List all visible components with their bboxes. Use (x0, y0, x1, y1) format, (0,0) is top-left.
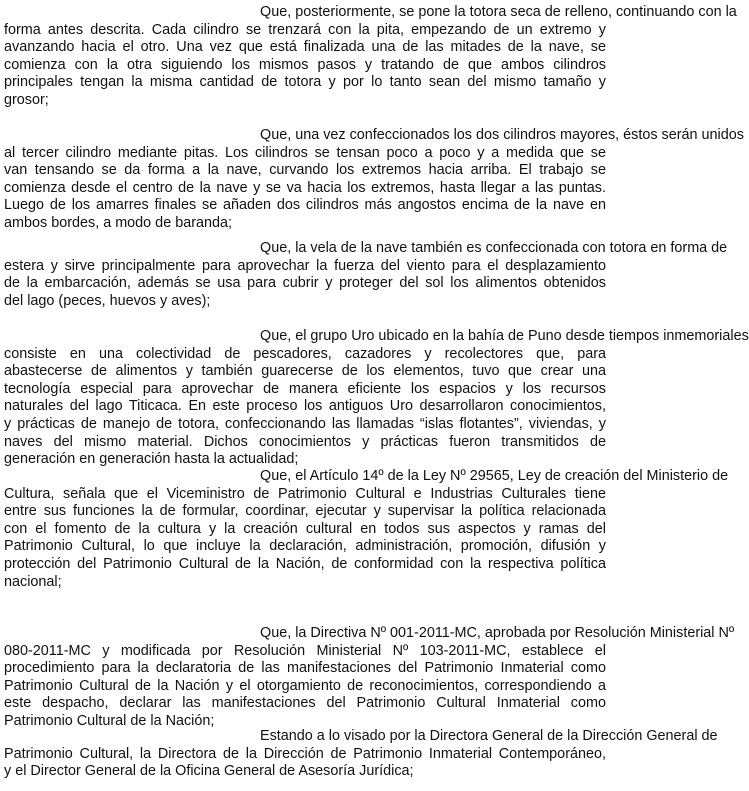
text-line: Que, la vela de la nave también es confeccionada con totora en forma de (260, 240, 728, 256)
text-line: Patrimonio Cultural, lo que incluye la declaración, administración, promoción, difusión y (4, 538, 606, 555)
text-line: este despacho, declarar las manifestaciones del Patrimonio Cultural Inmaterial como (4, 695, 606, 712)
text-line: al tercer cilindro mediante pitas. Los cilindros se tensan poco a poco y a medida que se (4, 144, 606, 161)
text-line: generación en generación hasta la actualidad; (4, 451, 299, 468)
text-line: Patrimonio Cultural, la Directora de la Dirección de Patrimonio Inmaterial Contemporáneo, (4, 745, 606, 762)
text-line: Patrimonio Cultural de la Nación; (4, 712, 215, 729)
text-line: van tensando se da forma a la nave, curvando los extremos hacia arriba. El trabajo se (4, 162, 606, 179)
text-line: forma antes descrita. Cada cilindro se trenzará con la pita, empezando de un extremo y (4, 21, 606, 38)
text-line: naturales del lago Titicaca. En este proceso los antiguos Uro desarrollaron conocimientos, (4, 398, 606, 415)
text-line: 080-2011-MC y modificada por Resolución Ministerial Nº 103-2011-MC, establece el (4, 642, 606, 659)
text-line: Que, el Artículo 14º de la Ley Nº 29565, Ley de creación del Ministerio de (260, 468, 729, 484)
paragraph-grupo-uro (4, 328, 749, 469)
text-line: nacional; (4, 573, 62, 590)
paragraph-articulo-14 (4, 468, 729, 591)
text-line: Luego de los amarres finales se añaden dos cilindros más angostos encima de la nave en (4, 197, 606, 214)
text-line: Que, el grupo Uro ubicado en la bahía de Puno desde tiempos inmemoriales (260, 328, 749, 344)
text-line: del lago (peces, huevos y aves); (4, 292, 211, 309)
text-line: protección del Patrimonio Cultural de la Nación, de conformidad con la respectiva política (4, 555, 606, 572)
paragraph-directiva (4, 625, 735, 731)
text-line: y el Director General de la Oficina General de Asesoría Jurídica; (4, 763, 414, 780)
text-line: principales tengan la misma cantidad de totora y por lo tanto sean del mismo tamaño y (4, 74, 606, 91)
paragraph-cilindros-mayores (4, 127, 744, 233)
text-line: tecnología especial para aprovechar de manera eficiente los espacios y los recursos (4, 380, 606, 397)
text-line: Patrimonio Cultural de la Nación y el otorgamiento de reconocimientos, correspondiendo a (4, 677, 606, 694)
text-line: comienza desde el centro de la nave y se va hacia los extremos, hasta llegar a las puntas. (4, 179, 606, 196)
text-line: Que, una vez confeccionados los dos cilindros mayores, éstos serán unidos (260, 127, 744, 143)
text-line: avanzando hacia el otro. Una vez que está finalizada una de las mitades de la nave, se (4, 39, 606, 56)
text-line: procedimiento para la declaratoria de las manifestaciones del Patrimonio Inmaterial como (4, 660, 606, 677)
text-line: Que, la Directiva Nº 001-2011-MC, aprobada por Resolución Ministerial Nº (260, 625, 735, 641)
text-line: Que, posteriormente, se pone la totora seca de relleno, continuando con la (260, 4, 737, 20)
text-line: naves del mismo material. Dichos conocimientos y prácticas fueron transmitidos de (4, 433, 606, 450)
text-line: Cultura, señala que el Viceministro de Patrimonio Cultural e Industrias Culturales tiene (4, 485, 606, 502)
text-line: grosor; (4, 91, 49, 108)
text-line: comienza con la otra siguiendo los mismos pasos y tratando de que ambos cilindros (4, 56, 606, 73)
text-line: Estando a lo visado por la Directora General de la Dirección General de (260, 728, 718, 744)
paragraph-visado (4, 728, 718, 781)
text-line: de la embarcación, además se usa para cubrir y proteger del sol los alimentos obtenidos (4, 275, 606, 292)
paragraph-totora-relleno (4, 4, 737, 110)
text-line: consiste en una colectividad de pescadores, cazadores y recolectores que, para (4, 345, 606, 362)
text-line: ambos bordes, a modo de baranda; (4, 214, 233, 231)
text-line: con el fomento de la cultura y la creación cultural en todos sus aspectos y ramas del (4, 520, 606, 537)
text-line: entre sus funciones la de formular, coordinar, ejecutar y supervisar la política relacionada (4, 503, 606, 520)
text-line: y prácticas de manejo de totora, confeccionando las llamadas “islas flotantes”, viviendas, y (4, 415, 606, 432)
text-line: abastecerse de alimentos y también guarecerse de los elementos, tuvo que crear una (4, 363, 606, 380)
text-line: estera y sirve principalmente para aprovechar la fuerza del viento para el desplazamiento (4, 257, 606, 274)
paragraph-vela (4, 240, 728, 310)
